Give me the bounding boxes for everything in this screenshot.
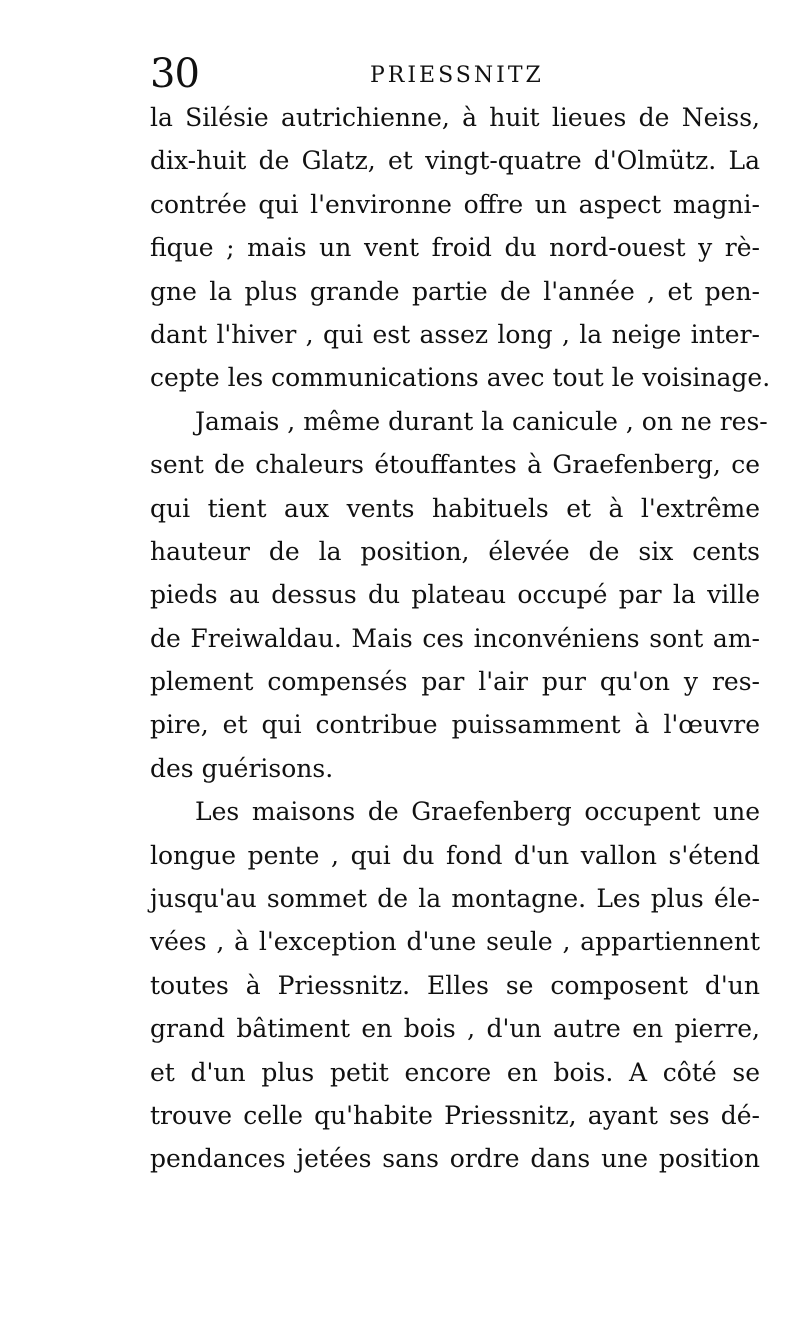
paragraph-start-line: Les maisons de Graefenberg occupent une <box>195 797 760 827</box>
text-line: contrée qui l'environne offre un aspect magni- <box>150 189 760 219</box>
text-line: et d'un plus petit encore en bois. A côté se <box>150 1057 760 1087</box>
text-line: pendances jetées sans ordre dans une position <box>150 1144 760 1174</box>
text-line: dant l'hiver , qui est assez long , la neige inter- <box>150 319 760 349</box>
body-text <box>150 96 771 1181</box>
text-line: longue pente , qui du fond d'un vallon s'étend <box>150 840 760 870</box>
text-line: jusqu'au sommet de la montagne. Les plus éle- <box>150 884 760 914</box>
text-line: sent de chaleurs étouffantes à Graefenberg, ce <box>150 450 760 480</box>
text-line: la Silésie autrichienne, à huit lieues de Neiss, <box>150 103 760 132</box>
text-line: qui tient aux vents habituels et à l'extrême <box>150 493 760 523</box>
text-line: plement compensés par l'air pur qu'on y res- <box>150 667 760 697</box>
text-line: cepte les communications avec tout le voisinage. <box>150 363 771 393</box>
text-line: dix-huit de Glatz, et vingt-quatre d'Olmütz. La <box>150 146 760 176</box>
text-line: toutes à Priessnitz. Elles se composent d'un <box>150 970 760 1000</box>
text-line: fique ; mais un vent froid du nord-ouest y rè- <box>150 233 760 263</box>
text-line: vées , à l'exception d'une seule , appartiennent <box>150 927 760 957</box>
text-line: hauteur de la position, élevée de six cents <box>150 536 760 566</box>
page-header <box>150 52 750 102</box>
paragraph-start-line: Jamais , même durant la canicule , on ne res- <box>195 406 768 436</box>
text-line: trouve celle qu'habite Priessnitz, ayant ses dé- <box>150 1100 760 1130</box>
text-line: pire, et qui contribue puissamment à l'œuvre <box>150 710 760 740</box>
text-line: grand bâtiment en bois , d'un autre en pierre, <box>150 1014 760 1044</box>
page-number: 30 <box>150 51 199 97</box>
text-line: de Freiwaldau. Mais ces inconvéniens sont am- <box>150 623 760 653</box>
text-line: gne la plus grande partie de l'année , et pen- <box>150 276 760 306</box>
paragraph-end-line: des guérisons. <box>150 753 334 783</box>
running-head: PRIESSNITZ <box>370 63 544 88</box>
text-line: pieds au dessus du plateau occupé par la ville <box>150 580 760 610</box>
